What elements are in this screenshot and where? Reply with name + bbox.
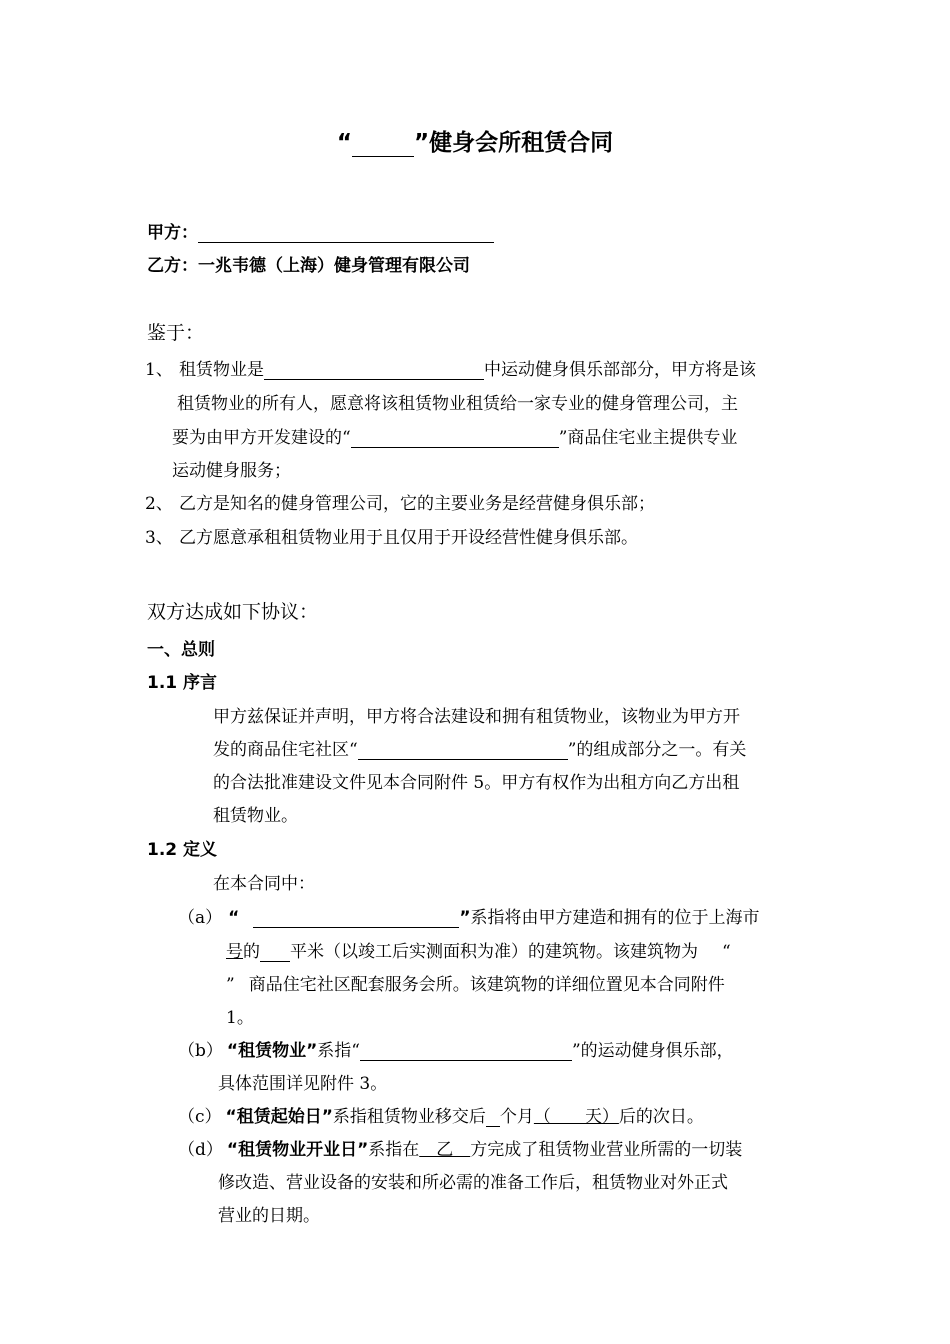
property-location-blank: [264, 361, 484, 380]
area-blank: [260, 943, 290, 962]
definition-a-label: （a）: [178, 908, 223, 928]
definition-d-party-underline: 乙: [419, 1140, 471, 1160]
whereas-num: 2、: [145, 494, 173, 514]
party-a-blank: [198, 224, 494, 243]
definition-c-mid: 个月: [499, 1107, 534, 1127]
preamble-line-2: [213, 735, 746, 760]
definition-c-pre: 系指租赁物业移交后: [332, 1107, 486, 1127]
party-a: [147, 218, 494, 243]
definition-d-label: （d）: [178, 1140, 223, 1160]
definition-b-term: “租赁物业”: [226, 1041, 318, 1061]
definition-c-post: 后的次日。: [618, 1107, 704, 1127]
whereas-num: 1、: [145, 360, 173, 380]
definition-a-line-2-mid: 的: [243, 942, 260, 962]
days-underline: （ 天）: [533, 1107, 619, 1127]
definition-d: [178, 1135, 742, 1160]
definition-a-line-4: 1。: [226, 1008, 254, 1028]
community-name-blank: [351, 429, 559, 448]
party-b: 乙方：一兆韦德（上海）健身管理有限公司: [147, 256, 470, 276]
contract-title: [0, 124, 950, 157]
section-1-1-heading: 1.1 序言: [147, 673, 218, 693]
section-1-2-heading: 1.2 定义: [147, 840, 218, 860]
months-blank: [486, 1108, 500, 1127]
club-name-blank: [360, 1042, 572, 1061]
definition-a: [178, 903, 760, 928]
whereas-1-text: 租赁物业是: [179, 360, 264, 380]
preamble-line-4: 租赁物业。: [213, 806, 298, 826]
definitions-intro: 在本合同中：: [213, 874, 315, 894]
community-name-blank-2: [358, 741, 568, 760]
definition-a-line-2-rest: 平米（以竣工后实测面积为准）的建筑物。该建筑物为: [290, 942, 698, 962]
definition-d-post: 方完成了租赁物业营业所需的一切装: [470, 1140, 743, 1160]
whereas-2-text: 乙方是知名的健身管理公司，它的主要业务是经营健身俱乐部；: [179, 494, 655, 514]
definition-c-term: “租赁起始日”: [225, 1107, 333, 1127]
preamble-line-1: 甲方兹保证并声明，甲方将合法建设和拥有租赁物业，该物业为甲方开: [213, 707, 740, 727]
definition-d-pre: 系指在: [368, 1140, 420, 1160]
definition-d-line-3: 营业的日期。: [218, 1206, 320, 1226]
definition-a-line-3-quote: ”: [226, 975, 235, 995]
definition-a-line-3: [226, 970, 725, 995]
whereas-1-line-3-post: ”商品住宅业主提供专业: [558, 428, 738, 448]
whereas-1-text-cont: 中运动健身俱乐部部分，甲方将是该: [484, 360, 756, 380]
definition-a-line-2: [226, 937, 731, 962]
definition-a-close-quote: ”: [459, 908, 471, 928]
definition-c: [178, 1102, 704, 1127]
party-a-label: 甲方：: [147, 223, 198, 243]
preamble-line-2-post: ”的组成部分之一。有关: [567, 740, 747, 760]
definition-c-label: （c）: [178, 1107, 222, 1127]
whereas-item-3: [145, 523, 638, 548]
building-name-blank: [253, 909, 459, 928]
definition-d-term: “租赁物业开业日”: [226, 1140, 369, 1160]
title-text: ”健身会所租赁合同: [414, 130, 614, 156]
whereas-heading: 鉴于：: [147, 322, 205, 344]
definition-d-line-2: 修改造、营业设备的安装和所必需的准备工作后，租赁物业对外正式: [218, 1173, 728, 1193]
definition-b-label: （b）: [178, 1041, 223, 1061]
whereas-num: 3、: [145, 528, 173, 548]
definition-b-pre: 系指“: [317, 1041, 360, 1061]
title-open-quote: “: [336, 130, 352, 156]
section-1-heading: 一、总则: [147, 640, 215, 660]
definition-a-open-quote: “: [228, 908, 240, 928]
definition-a-line-3-rest: 商品住宅社区配套服务会所。该建筑物的详细位置见本合同附件: [248, 975, 725, 995]
agreement-heading: 双方达成如下协议：: [147, 601, 319, 623]
definition-a-line-2-quote: “: [722, 942, 731, 962]
whereas-item-1: [145, 355, 756, 380]
preamble-line-2-pre: 发的商品住宅社区“: [213, 740, 358, 760]
definition-a-line-1: 系指将由甲方建造和拥有的位于上海市: [470, 908, 760, 928]
whereas-1-line-4: 运动健身服务；: [172, 461, 291, 481]
definition-b-line-2: 具体范围详见附件 3。: [218, 1074, 388, 1094]
whereas-1-line-2: 租赁物业的所有人，愿意将该租赁物业租赁给一家专业的健身管理公司，主: [177, 394, 738, 414]
whereas-1-line-3-pre: 要为由甲方开发建设的“: [172, 428, 351, 448]
whereas-item-2: [145, 489, 655, 514]
definition-b-post: ”的运动健身俱乐部，: [571, 1041, 734, 1061]
whereas-3-text: 乙方愿意承租租赁物业用于且仅用于开设经营性健身俱乐部。: [179, 528, 638, 548]
definition-b: [178, 1036, 734, 1061]
preamble-line-3: 的合法批准建设文件见本合同附件 5。甲方有权作为出租方向乙方出租: [213, 773, 740, 793]
whereas-1-line-3: [172, 423, 737, 448]
definition-a-number-underline: 号: [226, 942, 243, 962]
title-blank: [352, 132, 414, 157]
